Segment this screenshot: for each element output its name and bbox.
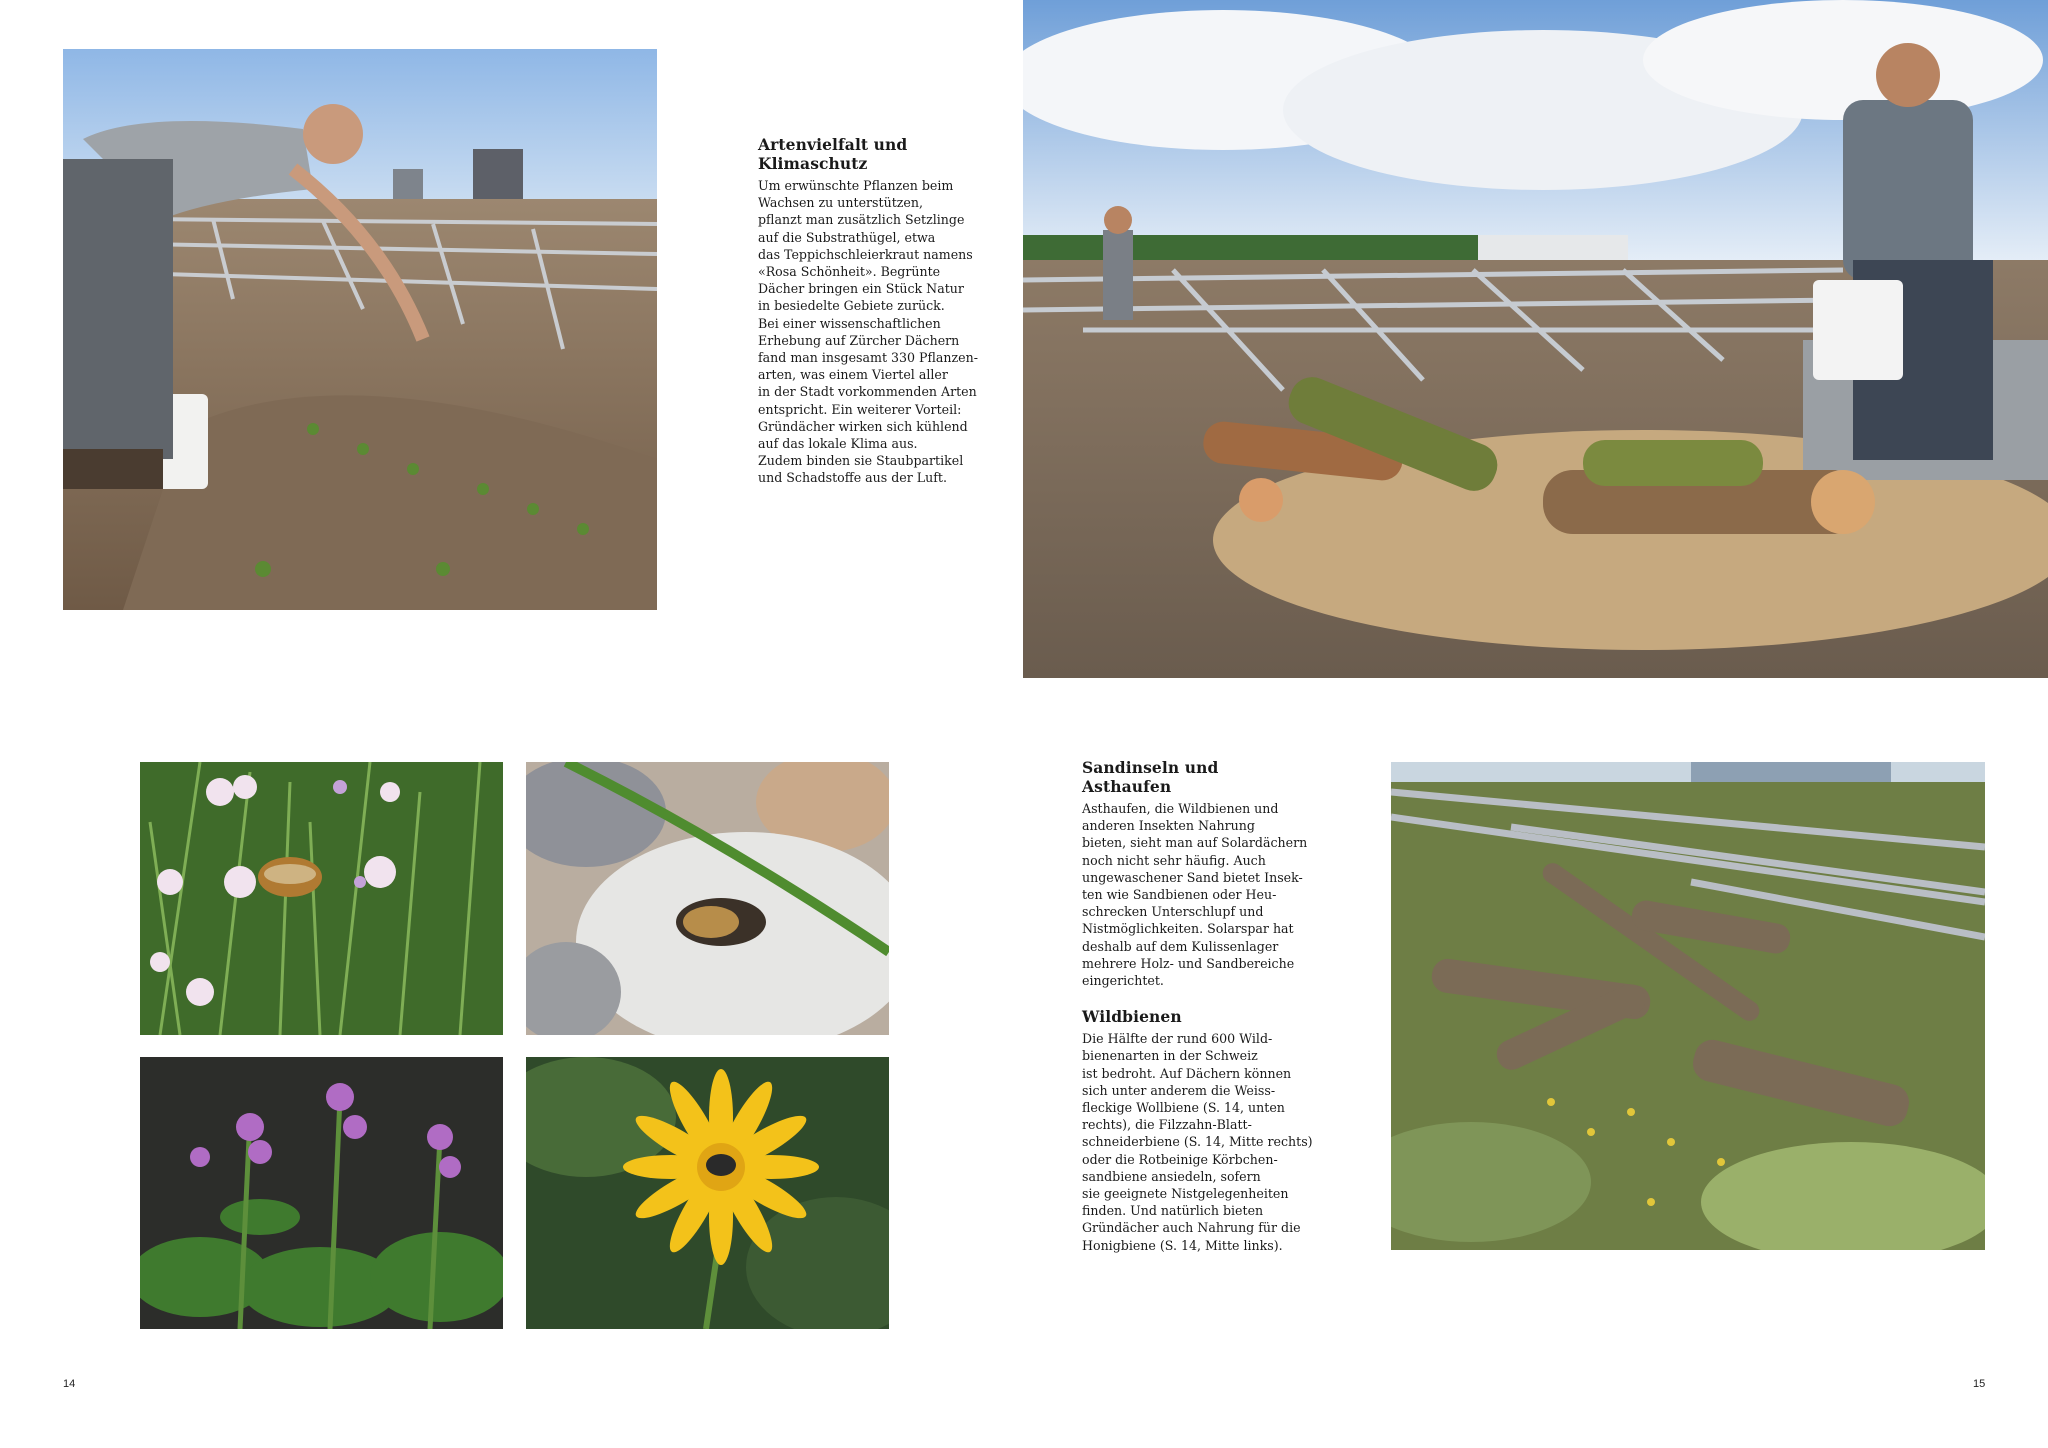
body-wildbienen (1082, 1030, 1313, 1254)
body-line: in der Stadt vorkommenden Arten (758, 384, 977, 400)
body-line: rechts), die Filzzahn-Blatt- (1082, 1117, 1252, 1133)
body-line: auf das lokale Klima aus. (758, 436, 918, 452)
body-line: ist bedroht. Auf Dächern können (1082, 1065, 1292, 1081)
body-line: Asthaufen, die Wildbienen und (1082, 801, 1279, 816)
body-line: Um erwünschte Pflanzen beim (758, 178, 954, 193)
body-line: Wachsen zu unterstützen, (758, 195, 923, 211)
photo-worker-logs (1023, 0, 2048, 678)
body-line: Gründächer wirken sich kühlend (758, 418, 968, 434)
body-line: finden. Und natürlich bieten (1082, 1203, 1264, 1219)
body-artenvielfalt (758, 177, 978, 487)
body-line: ungewaschener Sand bietet Insek- (1082, 869, 1303, 885)
body-line: und Schadstoffe aus der Luft. (758, 470, 947, 486)
body-line: fand man insgesamt 330 Pflanzen- (758, 350, 978, 366)
body-line: sich unter anderem die Weiss- (1082, 1082, 1276, 1098)
body-line: noch nicht sehr häufig. Auch (1082, 852, 1266, 868)
body-line: Honigbiene (S. 14, Mitte links). (1082, 1237, 1283, 1253)
heading-line: Klimaschutz (758, 154, 868, 173)
body-line: schrecken Unterschlupf und (1082, 904, 1264, 920)
body-line: bieten, sieht man auf Solardächern (1082, 835, 1308, 851)
body-line: schneiderbiene (S. 14, Mitte rechts) (1082, 1134, 1313, 1150)
text-artenvielfalt (758, 135, 978, 487)
body-line: Die Hälfte der rund 600 Wild- (1082, 1031, 1273, 1047)
body-line: mehrere Holz- und Sandbereiche (1082, 955, 1295, 971)
body-line: entspricht. Ein weiterer Vorteil: (758, 401, 962, 417)
body-line: Gründächer auch Nahrung für die (1082, 1220, 1301, 1236)
body-line: das Teppichschleierkraut namens (758, 246, 973, 262)
body-line: Nistmöglichkeiten. Solarspar hat (1082, 921, 1294, 937)
photo-honeybee-flowers (140, 762, 503, 1035)
photo-purple-flowers (140, 1057, 503, 1329)
body-line: fleckige Wollbiene (S. 14, unten (1082, 1100, 1285, 1116)
heading-artenvielfalt (758, 135, 978, 173)
photo-log-pile-green-roof (1391, 762, 1985, 1250)
photo-yellow-flower-bee (526, 1057, 889, 1329)
body-line: «Rosa Schönheit». Begrünte (758, 264, 941, 280)
body-line: auf die Substrathügel, etwa (758, 229, 936, 245)
body-line: Erhebung auf Zürcher Dächern (758, 332, 960, 348)
body-line: pflanzt man zusätzlich Setzlinge (758, 212, 965, 228)
heading-sandinseln: Sandinseln und Asthaufen (1082, 758, 1219, 796)
body-sandinseln (1082, 800, 1308, 989)
body-line: oder die Rotbeinige Körbchen- (1082, 1151, 1278, 1167)
body-line: Dächer bringen ein Stück Natur (758, 281, 964, 297)
body-line: sandbiene ansiedeln, sofern (1082, 1168, 1261, 1184)
body-line: sie geeignete Nistgelegenheiten (1082, 1186, 1289, 1202)
photo-bee-on-stone (526, 762, 889, 1035)
body-line: Bei einer wissenschaftlichen (758, 315, 941, 331)
body-line: bienenarten in der Schweiz (1082, 1048, 1258, 1064)
body-line: ten wie Sandbienen oder Heu- (1082, 887, 1277, 903)
page-number-right: 15 (1973, 1378, 1986, 1390)
body-line: anderen Insekten Nahrung (1082, 818, 1255, 834)
body-line: arten, was einem Viertel aller (758, 367, 948, 383)
body-line: deshalb auf dem Kulissenlager (1082, 938, 1279, 954)
photo-worker-planting (63, 49, 657, 610)
body-line: eingerichtet. (1082, 973, 1164, 989)
page-number-left: 14 (63, 1378, 76, 1390)
body-line: Zudem binden sie Staubpartikel (758, 453, 964, 469)
text-sandinseln-wildbienen (1082, 758, 1313, 1254)
heading-line: Artenvielfalt und (758, 135, 908, 154)
body-line: in besiedelte Gebiete zurück. (758, 298, 945, 314)
heading-wildbienen: Wildbienen (1082, 1007, 1182, 1027)
